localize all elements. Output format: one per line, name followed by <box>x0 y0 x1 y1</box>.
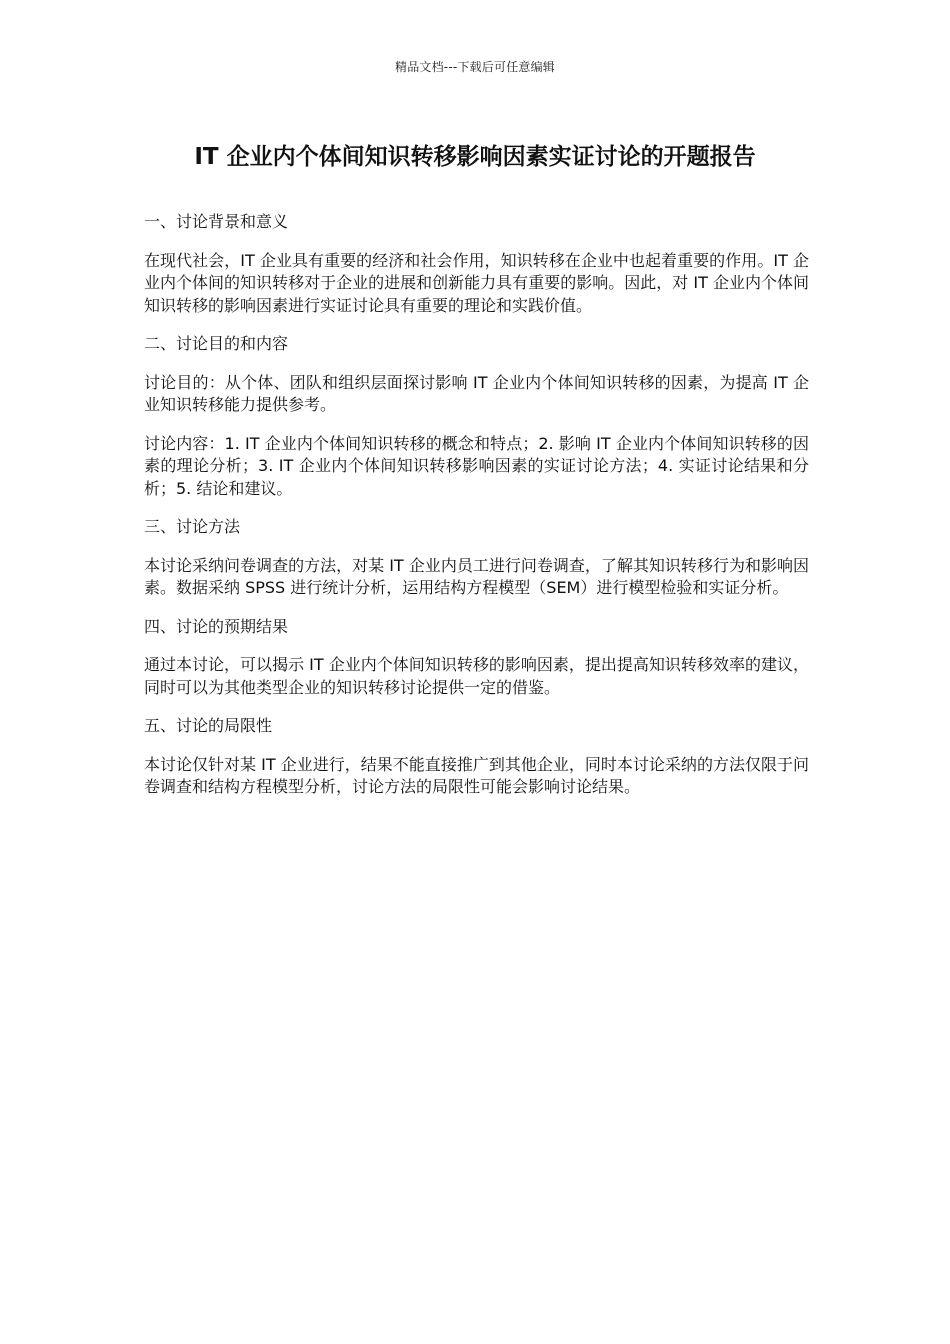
section-paragraph: 在现代社会，IT 企业具有重要的经济和社会作用，知识转移在企业中也起着重要的作用。IT 企业内个体间的知识转移对于企业的进展和创新能力具有重要的影响。因此，对 IT 企业内个体间知识转移的影响因素进行实证讨论具有重要的理论和实践价值。 <box>144 250 809 315</box>
section-paragraph: 本讨论采纳问卷调查的方法，对某 IT 企业内员工进行问卷调查，了解其知识转移行为和影响因素。数据采纳 SPSS 进行统计分析，运用结构方程模型（SEM）进行模型检验和实证分析。 <box>144 555 809 597</box>
section-paragraph: 通过本讨论，可以揭示 IT 企业内个体间知识转移的影响因素，提出提高知识转移效率的建议，同时可以为其他类型企业的知识转移讨论提供一定的借鉴。 <box>144 655 809 697</box>
document-title: IT 企业内个体间知识转移影响因素实证讨论的开题报告 <box>194 144 756 170</box>
section-background <box>144 211 809 317</box>
section-limitations <box>144 715 809 799</box>
section-heading: 三、讨论方法 <box>144 517 241 536</box>
section-paragraph: 讨论目的：从个体、团队和组织层面探讨影响 IT 企业内个体间知识转移的因素，为提高 IT 企业知识转移能力提供参考。 <box>144 372 809 414</box>
document-body <box>144 211 809 815</box>
section-heading: 一、讨论背景和意义 <box>144 212 289 231</box>
section-heading: 五、讨论的局限性 <box>144 716 273 735</box>
section-heading: 二、讨论目的和内容 <box>144 334 289 353</box>
section-expected-results <box>144 616 809 700</box>
section-paragraph: 讨论内容：1. IT 企业内个体间知识转移的概念和特点；2. 影响 IT 企业内个体间知识转移的因素的理论分析；3. IT 企业内个体间知识转移影响因素的实证讨论方法；4. 实证讨论结果和分析；5. 结论和建议。 <box>144 433 809 498</box>
section-purpose <box>144 333 809 500</box>
section-method <box>144 516 809 600</box>
section-heading: 四、讨论的预期结果 <box>144 616 289 636</box>
section-paragraph: 本讨论仅针对某 IT 企业进行，结果不能直接推广到其他企业，同时本讨论采纳的方法仅限于问卷调查和结构方程模型分析，讨论方法的局限性可能会影响讨论结果。 <box>144 754 809 796</box>
header-note: 精品文档---下载后可任意编辑 <box>395 60 555 74</box>
